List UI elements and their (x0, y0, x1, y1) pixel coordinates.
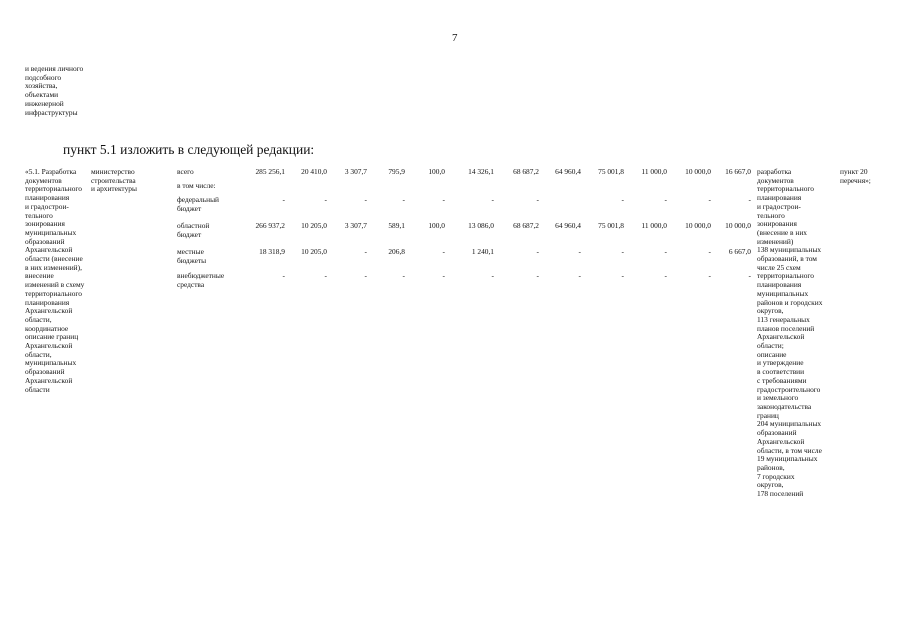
funding-value-cell: - (402, 271, 405, 280)
funding-value-cell: 100,0 (428, 221, 445, 230)
page-number: 7 (452, 32, 458, 44)
previous-row-text: и ведения личного подсобного хозяйства, объектами инженерной инфраструктуры (25, 64, 84, 117)
funding-value-cell: - (442, 195, 445, 204)
funding-value-cell: 20 410,0 (301, 167, 327, 176)
funding-value-cell: - (364, 247, 367, 256)
funding-value-cell: - (536, 195, 539, 204)
funding-source-label: федеральный бюджет (177, 195, 219, 213)
funding-value-cell: - (708, 195, 711, 204)
funding-value-cell: - (324, 271, 327, 280)
funding-value-cell: 206,8 (388, 247, 405, 256)
funding-value-cell: 10 000,0 (685, 167, 711, 176)
funding-value-cell: 16 667,0 (725, 167, 751, 176)
funding-value-cell: - (442, 247, 445, 256)
funding-source-label: всего (177, 167, 194, 176)
funding-value-cell: - (708, 247, 711, 256)
funding-value-cell: 14 326,1 (468, 167, 494, 176)
funding-value-cell: 68 687,2 (513, 221, 539, 230)
funding-value-cell: 6 667,0 (728, 247, 751, 256)
funding-value-cell: 3 307,7 (344, 167, 367, 176)
funding-value-cell: 68 687,2 (513, 167, 539, 176)
funding-value-cell: 100,0 (428, 167, 445, 176)
funding-value-cell: 10 205,0 (301, 221, 327, 230)
executor-cell: министерство строительства и архитектуры (91, 167, 137, 194)
funding-value-cell: 266 937,2 (255, 221, 285, 230)
funding-value-cell: - (536, 247, 539, 256)
funding-value-cell: 589,1 (388, 221, 405, 230)
funding-value-cell: 285 256,1 (255, 167, 285, 176)
funding-value-cell: - (578, 247, 581, 256)
funding-value-cell: 75 001,8 (598, 167, 624, 176)
funding-value-cell: - (664, 271, 667, 280)
funding-value-cell: 10 000,0 (725, 221, 751, 230)
funding-source-label: областной бюджет (177, 221, 210, 239)
funding-value-cell: - (621, 271, 624, 280)
funding-value-cell: 10 000,0 (685, 221, 711, 230)
funding-value-cell: - (578, 271, 581, 280)
funding-source-label: внебюджетные средства (177, 271, 225, 289)
funding-value-cell: - (402, 195, 405, 204)
funding-value-cell: 18 318,9 (259, 247, 285, 256)
funding-value-cell: 3 307,7 (344, 221, 367, 230)
result-cell: разработка документов территориального планирования и градострои- тельного зонирования (внесение в них изменений) 138 муниципальных образований, в том числе 25 схем территориального планирования муниципальных районов и городских округов, 113 генеральных планов поселений Архангельской области; описание и утверждение в соответствии с требованиями градостроительного и земельного законодательства границ 204 муниципальных образований Архангельской области, в том числе 19 муниципальных районов, 7 городских округов, 178 поселений (757, 167, 823, 499)
funding-value-cell: 75 001,8 (598, 221, 624, 230)
funding-value-cell: - (282, 195, 285, 204)
funding-value-cell: 10 205,0 (301, 247, 327, 256)
activity-cell: «5.1. Разработка документов территориального планирования и градострои- тельного зонирования муниципальных образований Архангельской области (внесение в них изменений), внесение изменений в схему территориального планирования Архангельской области, координатное описание границ Архангельской области, муниципальных образований Архангельской области (25, 167, 85, 394)
reference-cell: пункт 20 перечня»; (840, 167, 871, 185)
funding-value-cell: - (621, 247, 624, 256)
funding-source-label: местные бюджеты (177, 247, 207, 265)
funding-value-cell: - (364, 195, 367, 204)
funding-value-cell: 64 960,4 (555, 167, 581, 176)
funding-value-cell: - (748, 271, 751, 280)
funding-value-cell: - (664, 195, 667, 204)
funding-value-cell: 13 086,0 (468, 221, 494, 230)
funding-value-cell: - (442, 271, 445, 280)
funding-value-cell: - (364, 271, 367, 280)
funding-value-cell: - (491, 195, 494, 204)
funding-value-cell: 11 000,0 (641, 221, 667, 230)
funding-value-cell: 1 240,1 (471, 247, 494, 256)
funding-source-label: в том числе: (177, 181, 216, 190)
funding-value-cell: - (282, 271, 285, 280)
funding-value-cell: - (324, 195, 327, 204)
funding-value-cell: - (621, 195, 624, 204)
funding-value-cell: - (708, 271, 711, 280)
funding-value-cell: 11 000,0 (641, 167, 667, 176)
funding-value-cell: - (536, 271, 539, 280)
funding-value-cell: 795,9 (388, 167, 405, 176)
section-heading: пункт 5.1 изложить в следующей редакции: (63, 142, 315, 157)
funding-value-cell: - (491, 271, 494, 280)
funding-value-cell: - (748, 195, 751, 204)
funding-value-cell: 64 960,4 (555, 221, 581, 230)
funding-value-cell: - (664, 247, 667, 256)
